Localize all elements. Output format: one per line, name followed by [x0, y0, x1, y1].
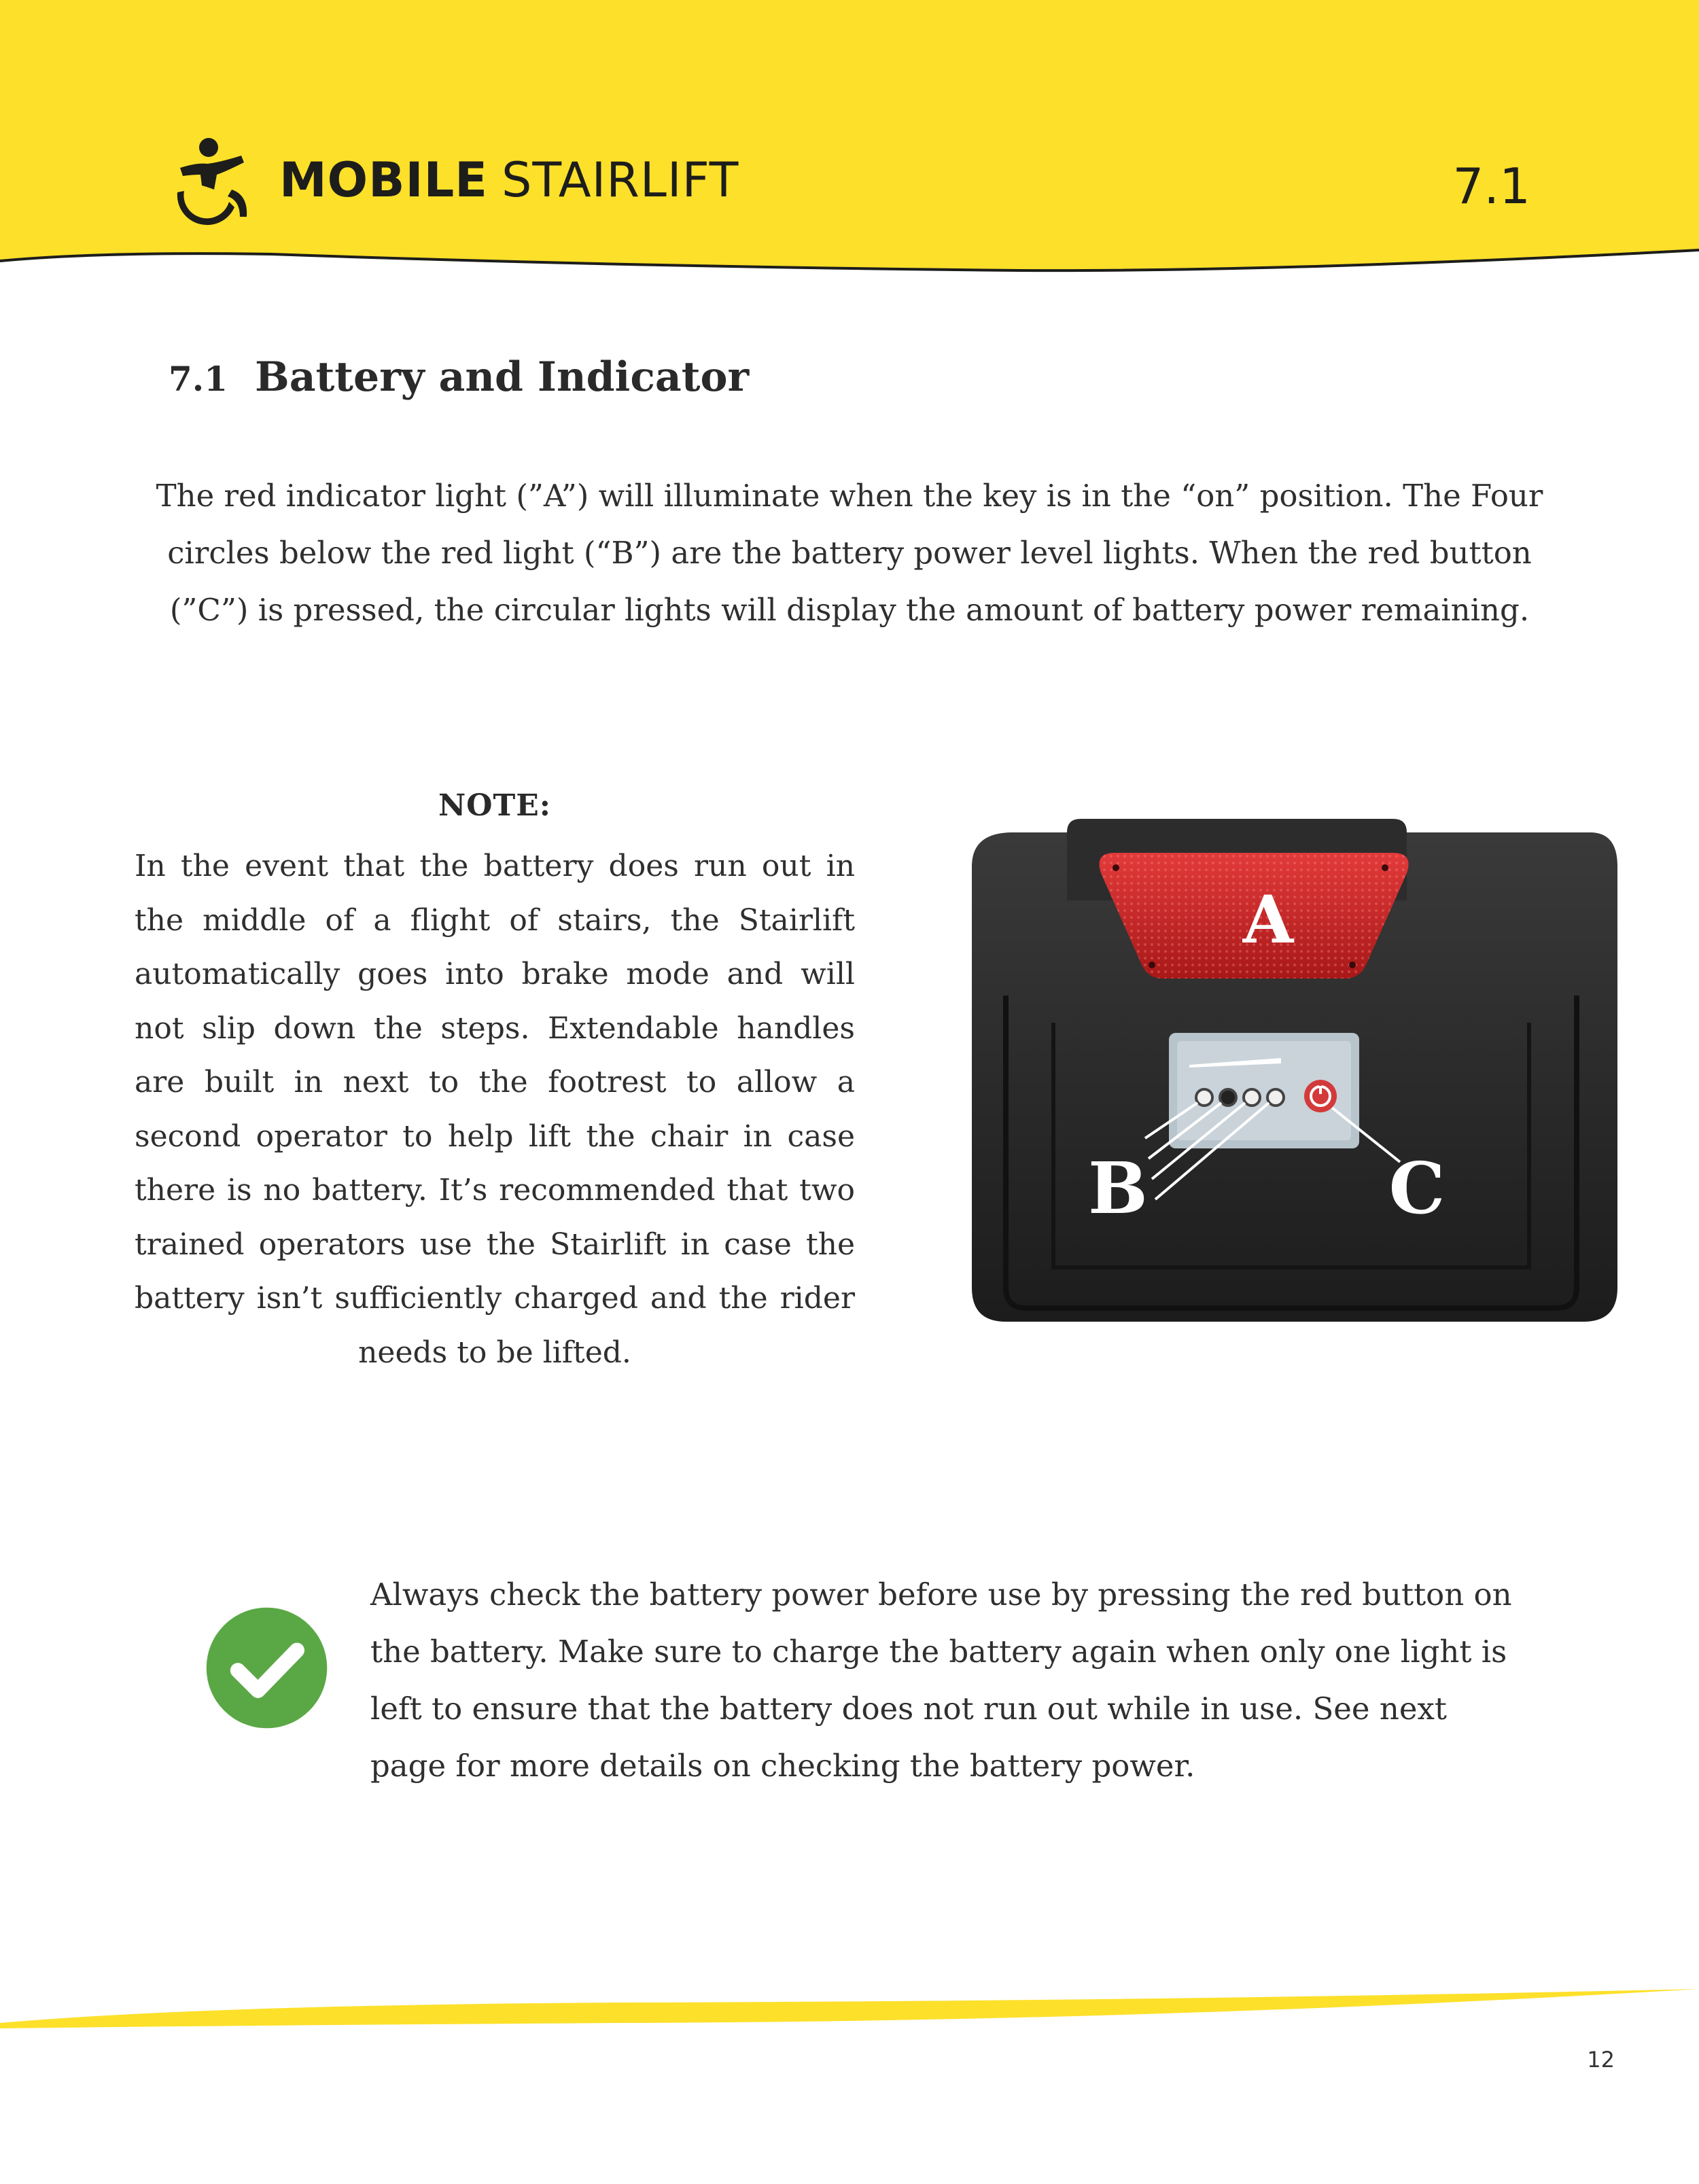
brand-lockup: [167, 133, 739, 228]
page-number: 12: [1587, 2047, 1615, 2073]
footer-swoosh: [0, 1981, 1699, 2049]
brand-name-light: STAIRLIFT: [502, 152, 739, 208]
section-badge: 7.1: [1452, 158, 1530, 215]
section-title: Battery and Indicator: [255, 353, 750, 401]
label-b: B: [1088, 1146, 1148, 1230]
label-a: A: [1242, 881, 1294, 958]
note-body: In the event that the battery does run out in the middle of a flight of stairs, the Stairlift automatically goes into brake mode and will not slip down the steps. Extendable handles are built in next to the footrest to allow a second operator to help lift the chair in case there is no battery. It’s recommended that two trained operators use the Stairlift in case the battery isn’t sufficiently charged and the rider needs to be lifted.: [135, 849, 855, 1370]
note-title: NOTE:: [438, 788, 552, 823]
checkmark-circle-icon: [204, 1605, 330, 1731]
section-heading: [169, 353, 749, 401]
brand-wordmark: [279, 152, 739, 208]
power-button: [1304, 1080, 1337, 1112]
intro-paragraph: The red indicator light (”A”) will illuminate when the key is in the “on” position. The Four circles below the red light (“B”) are the battery power level lights. When the red button (”C”) is pressed, the circular lights will display the amount of battery power remaining.: [156, 478, 1543, 628]
battery-device-illustration: [958, 819, 1624, 1335]
label-c: C: [1388, 1146, 1446, 1230]
stairlift-figure-logo-icon: [167, 133, 262, 228]
brand-name-bold: MOBILE: [279, 152, 488, 208]
section-number: 7.1: [169, 359, 228, 399]
tip-paragraph: Always check the battery power before use by pressing the red button on the battery. Make sure to charge the battery again when only one light is left to ensure that the battery does not run out while in use. See next page for more details on checking the battery power.: [370, 1577, 1512, 1784]
